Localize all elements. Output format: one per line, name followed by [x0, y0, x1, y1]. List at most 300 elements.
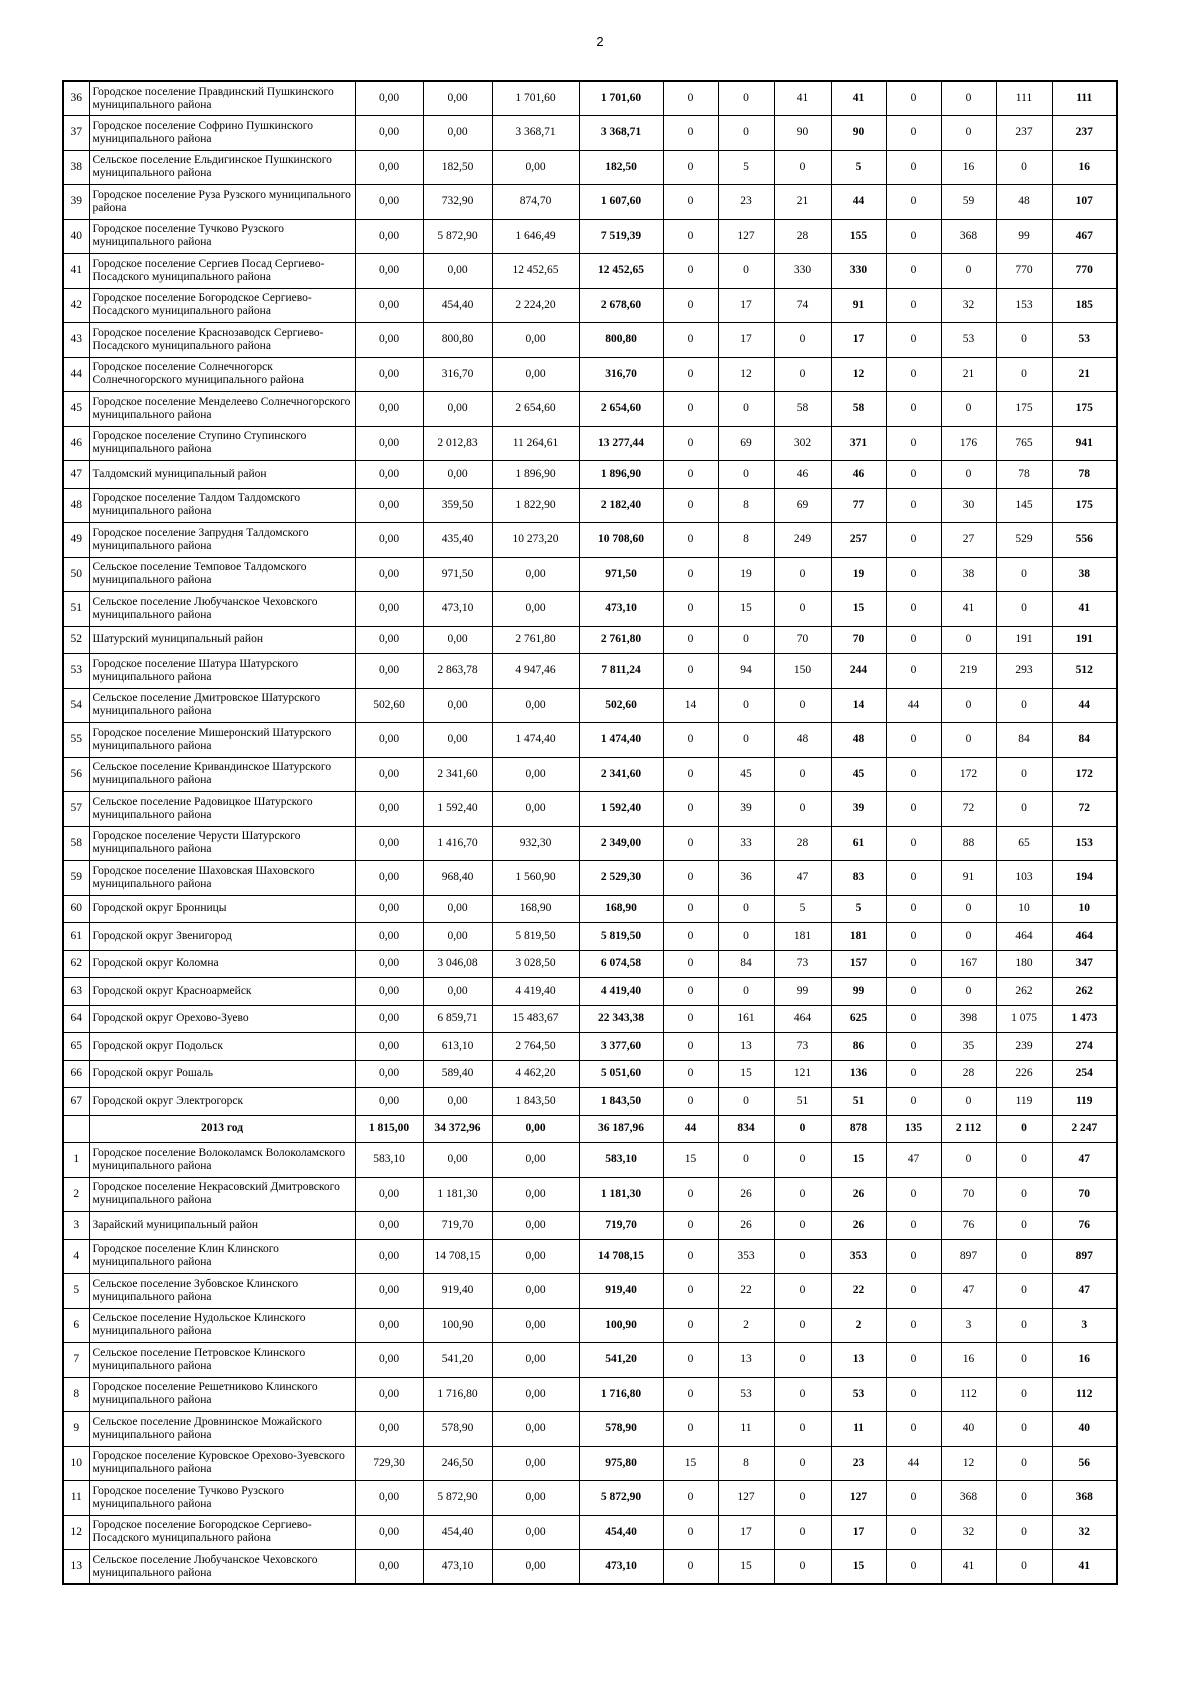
value-cell: 135 — [886, 1115, 941, 1143]
municipality-name: Городское поселение Мишеронский Шатурского муниципального района — [89, 723, 355, 758]
value-cell: 13 — [718, 1033, 774, 1061]
table-row — [63, 861, 1117, 896]
value-cell: 0 — [886, 923, 941, 951]
municipality-name: Городское поселение Правдинский Пушкинского муниципального района — [89, 81, 355, 116]
value-cell: 0 — [886, 254, 941, 289]
value-cell: 0 — [996, 323, 1052, 358]
value-cell: 36 — [718, 861, 774, 896]
value-cell: 0 — [663, 792, 718, 827]
row-number: 1 — [63, 1143, 89, 1178]
table-row — [63, 1088, 1117, 1116]
value-cell: 0,00 — [492, 357, 579, 392]
table-row — [63, 219, 1117, 254]
value-cell: 512 — [1052, 654, 1117, 689]
value-cell: 0,00 — [492, 1446, 579, 1481]
value-cell: 44 — [663, 1115, 718, 1143]
value-cell: 5 — [718, 150, 774, 185]
value-cell: 2 654,60 — [492, 392, 579, 427]
value-cell: 800,80 — [579, 323, 663, 358]
value-cell: 59 — [941, 185, 996, 220]
value-cell: 17 — [718, 1515, 774, 1550]
value-cell: 34 372,96 — [423, 1115, 492, 1143]
value-cell: 30 — [941, 488, 996, 523]
value-cell: 8 — [718, 488, 774, 523]
value-cell: 32 — [941, 1515, 996, 1550]
value-cell: 1 075 — [996, 1005, 1052, 1033]
value-cell: 0,00 — [492, 1177, 579, 1212]
value-cell: 41 — [1052, 592, 1117, 627]
municipality-name: Городское поселение Ступино Ступинского муниципального района — [89, 426, 355, 461]
value-cell: 0 — [663, 557, 718, 592]
value-cell: 167 — [941, 950, 996, 978]
value-cell: 262 — [996, 978, 1052, 1006]
value-cell: 473,10 — [423, 1550, 492, 1585]
value-cell: 111 — [996, 81, 1052, 116]
value-cell: 0,00 — [355, 1343, 423, 1378]
value-cell: 244 — [831, 654, 886, 689]
value-cell: 0 — [886, 523, 941, 558]
value-cell: 0,00 — [355, 950, 423, 978]
municipality-name: Городской округ Орехово-Зуево — [89, 1005, 355, 1033]
row-number: 41 — [63, 254, 89, 289]
value-cell: 473,10 — [423, 592, 492, 627]
value-cell: 0 — [718, 723, 774, 758]
value-cell: 0,00 — [492, 592, 579, 627]
value-cell: 0 — [663, 1377, 718, 1412]
value-cell: 157 — [831, 950, 886, 978]
value-cell: 36 187,96 — [579, 1115, 663, 1143]
value-cell: 0 — [996, 1308, 1052, 1343]
value-cell: 15 — [663, 1143, 718, 1178]
value-cell: 0 — [886, 792, 941, 827]
value-cell: 14 708,15 — [423, 1239, 492, 1274]
value-cell: 719,70 — [423, 1212, 492, 1240]
value-cell: 8 — [718, 1446, 774, 1481]
value-cell: 26 — [718, 1212, 774, 1240]
value-cell: 181 — [831, 923, 886, 951]
value-cell: 112 — [1052, 1377, 1117, 1412]
value-cell: 0,00 — [355, 1088, 423, 1116]
value-cell: 99 — [996, 219, 1052, 254]
value-cell: 10 — [996, 895, 1052, 923]
table-row — [63, 323, 1117, 358]
value-cell: 0 — [886, 1377, 941, 1412]
value-cell: 1 592,40 — [423, 792, 492, 827]
value-cell: 51 — [774, 1088, 831, 1116]
value-cell: 84 — [718, 950, 774, 978]
value-cell: 0 — [718, 895, 774, 923]
row-number: 54 — [63, 688, 89, 723]
value-cell: 17 — [718, 288, 774, 323]
value-cell: 0 — [941, 461, 996, 489]
value-cell: 0 — [663, 1515, 718, 1550]
value-cell: 26 — [831, 1212, 886, 1240]
value-cell: 0,00 — [355, 392, 423, 427]
value-cell: 1 592,40 — [579, 792, 663, 827]
value-cell: 38 — [1052, 557, 1117, 592]
value-cell: 61 — [831, 826, 886, 861]
value-cell: 5 819,50 — [492, 923, 579, 951]
year-label: 2013 год — [89, 1115, 355, 1143]
row-number: 45 — [63, 392, 89, 427]
value-cell: 0 — [663, 592, 718, 627]
row-number: 5 — [63, 1274, 89, 1309]
value-cell: 194 — [1052, 861, 1117, 896]
row-number: 2 — [63, 1177, 89, 1212]
value-cell: 2 761,80 — [492, 626, 579, 654]
value-cell: 10 273,20 — [492, 523, 579, 558]
row-number: 12 — [63, 1515, 89, 1550]
value-cell: 0 — [886, 116, 941, 151]
value-cell: 2 529,30 — [579, 861, 663, 896]
row-number: 61 — [63, 923, 89, 951]
table-row — [63, 1412, 1117, 1447]
value-cell: 0 — [996, 592, 1052, 627]
row-number: 50 — [63, 557, 89, 592]
value-cell: 0,00 — [492, 1343, 579, 1378]
value-cell: 0 — [718, 1088, 774, 1116]
value-cell: 0 — [663, 1343, 718, 1378]
value-cell: 119 — [1052, 1088, 1117, 1116]
value-cell: 0 — [663, 219, 718, 254]
value-cell: 56 — [1052, 1446, 1117, 1481]
value-cell: 94 — [718, 654, 774, 689]
value-cell: 0,00 — [423, 116, 492, 151]
value-cell: 172 — [1052, 757, 1117, 792]
value-cell: 1 716,80 — [579, 1377, 663, 1412]
value-cell: 1 701,60 — [579, 81, 663, 116]
value-cell: 0,00 — [492, 1515, 579, 1550]
value-cell: 53 — [718, 1377, 774, 1412]
value-cell: 15 — [718, 1550, 774, 1585]
value-cell: 83 — [831, 861, 886, 896]
table-row — [63, 461, 1117, 489]
value-cell: 0,00 — [492, 1412, 579, 1447]
value-cell: 0,00 — [355, 185, 423, 220]
value-cell: 2 761,80 — [579, 626, 663, 654]
value-cell: 76 — [941, 1212, 996, 1240]
value-cell: 0 — [941, 1143, 996, 1178]
value-cell: 0 — [663, 1212, 718, 1240]
municipality-name: Городское поселение Куровское Орехово-Зуевского муниципального района — [89, 1446, 355, 1481]
table-row — [63, 1308, 1117, 1343]
table-row — [63, 1005, 1117, 1033]
value-cell: 0,00 — [355, 288, 423, 323]
value-cell: 0,00 — [355, 1481, 423, 1516]
value-cell: 103 — [996, 861, 1052, 896]
municipality-name: Городской округ Электрогорск — [89, 1088, 355, 1116]
value-cell: 0 — [663, 150, 718, 185]
value-cell: 219 — [941, 654, 996, 689]
value-cell: 1 416,70 — [423, 826, 492, 861]
value-cell: 0 — [718, 688, 774, 723]
value-cell: 176 — [941, 426, 996, 461]
value-cell: 69 — [774, 488, 831, 523]
value-cell: 0 — [663, 392, 718, 427]
value-cell: 99 — [774, 978, 831, 1006]
value-cell: 0 — [774, 792, 831, 827]
value-cell: 28 — [774, 219, 831, 254]
value-cell: 41 — [1052, 1550, 1117, 1585]
value-cell: 0 — [941, 1088, 996, 1116]
value-cell: 0 — [996, 757, 1052, 792]
value-cell: 732,90 — [423, 185, 492, 220]
municipality-name: Городское поселение Шаховская Шаховского муниципального района — [89, 861, 355, 896]
value-cell: 1 716,80 — [423, 1377, 492, 1412]
value-cell: 226 — [996, 1060, 1052, 1088]
table-body — [63, 81, 1117, 1584]
value-cell: 155 — [831, 219, 886, 254]
value-cell: 0 — [996, 688, 1052, 723]
value-cell: 2 — [718, 1308, 774, 1343]
value-cell: 185 — [1052, 288, 1117, 323]
value-cell: 3 046,08 — [423, 950, 492, 978]
row-number: 8 — [63, 1377, 89, 1412]
value-cell: 0,00 — [355, 826, 423, 861]
value-cell: 0 — [663, 323, 718, 358]
value-cell: 181 — [774, 923, 831, 951]
value-cell: 0,00 — [492, 1143, 579, 1178]
value-cell: 5 872,90 — [579, 1481, 663, 1516]
value-cell: 0 — [663, 81, 718, 116]
value-cell: 28 — [941, 1060, 996, 1088]
row-number: 40 — [63, 219, 89, 254]
value-cell: 398 — [941, 1005, 996, 1033]
table-row — [63, 626, 1117, 654]
municipality-name: Городское поселение Шатура Шатурского муниципального района — [89, 654, 355, 689]
value-cell: 0 — [886, 895, 941, 923]
value-cell: 12 452,65 — [492, 254, 579, 289]
value-cell: 33 — [718, 826, 774, 861]
value-cell: 0,00 — [355, 81, 423, 116]
table-row — [63, 1033, 1117, 1061]
municipality-name: Городской округ Рошаль — [89, 1060, 355, 1088]
value-cell: 719,70 — [579, 1212, 663, 1240]
value-cell: 0,00 — [355, 1177, 423, 1212]
value-cell: 47 — [1052, 1274, 1117, 1309]
value-cell: 0 — [886, 978, 941, 1006]
value-cell: 5 872,90 — [423, 219, 492, 254]
value-cell: 0 — [941, 723, 996, 758]
value-cell: 0,00 — [355, 1308, 423, 1343]
value-cell: 3 — [941, 1308, 996, 1343]
value-cell: 0 — [663, 426, 718, 461]
value-cell: 0 — [663, 116, 718, 151]
value-cell: 0,00 — [355, 323, 423, 358]
table-row — [63, 723, 1117, 758]
value-cell: 0 — [663, 826, 718, 861]
value-cell: 583,10 — [355, 1143, 423, 1178]
value-cell: 0 — [663, 1060, 718, 1088]
value-cell: 0,00 — [423, 1088, 492, 1116]
value-cell: 0 — [886, 1274, 941, 1309]
table-row — [63, 1274, 1117, 1309]
value-cell: 5 819,50 — [579, 923, 663, 951]
value-cell: 919,40 — [579, 1274, 663, 1309]
value-cell: 0 — [996, 1550, 1052, 1585]
value-cell: 32 — [1052, 1515, 1117, 1550]
value-cell: 0 — [886, 1212, 941, 1240]
row-number: 39 — [63, 185, 89, 220]
value-cell: 0,00 — [355, 654, 423, 689]
value-cell: 0 — [886, 861, 941, 896]
value-cell: 0 — [886, 323, 941, 358]
value-cell: 2 247 — [1052, 1115, 1117, 1143]
value-cell: 77 — [831, 488, 886, 523]
municipality-name: Сельское поселение Дмитровское Шатурского муниципального района — [89, 688, 355, 723]
value-cell: 454,40 — [423, 1515, 492, 1550]
row-number: 60 — [63, 895, 89, 923]
value-cell: 172 — [941, 757, 996, 792]
table-row — [63, 288, 1117, 323]
value-cell: 0 — [774, 557, 831, 592]
table-row — [63, 592, 1117, 627]
value-cell: 0,00 — [355, 626, 423, 654]
value-cell: 32 — [941, 288, 996, 323]
value-cell: 975,80 — [579, 1446, 663, 1481]
value-cell: 0,00 — [492, 1377, 579, 1412]
value-cell: 1 181,30 — [423, 1177, 492, 1212]
value-cell: 0,00 — [492, 150, 579, 185]
value-cell: 0,00 — [423, 81, 492, 116]
value-cell: 70 — [941, 1177, 996, 1212]
table-row — [63, 1343, 1117, 1378]
value-cell: 274 — [1052, 1033, 1117, 1061]
value-cell: 502,60 — [579, 688, 663, 723]
value-cell: 1 896,90 — [492, 461, 579, 489]
row-number: 38 — [63, 150, 89, 185]
value-cell: 4 419,40 — [579, 978, 663, 1006]
value-cell: 0 — [886, 1033, 941, 1061]
value-cell: 467 — [1052, 219, 1117, 254]
value-cell: 0 — [774, 1239, 831, 1274]
value-cell: 0 — [886, 1005, 941, 1033]
value-cell: 11 — [718, 1412, 774, 1447]
value-cell: 316,70 — [423, 357, 492, 392]
municipality-name: Городское поселение Волоколамск Волоколамского муниципального района — [89, 1143, 355, 1178]
value-cell: 35 — [941, 1033, 996, 1061]
value-cell: 0 — [886, 557, 941, 592]
value-cell: 371 — [831, 426, 886, 461]
table-row — [63, 1515, 1117, 1550]
value-cell: 22 — [718, 1274, 774, 1309]
municipality-name: Городской округ Звенигород — [89, 923, 355, 951]
value-cell: 78 — [996, 461, 1052, 489]
value-cell: 39 — [718, 792, 774, 827]
value-cell: 1 560,90 — [492, 861, 579, 896]
value-cell: 1 822,90 — [492, 488, 579, 523]
value-cell: 5 872,90 — [423, 1481, 492, 1516]
table-row — [63, 1143, 1117, 1178]
value-cell: 0 — [886, 1515, 941, 1550]
municipality-name: Городское поселение Тучково Рузского муниципального района — [89, 219, 355, 254]
value-cell: 0 — [663, 1088, 718, 1116]
value-cell: 0 — [886, 1060, 941, 1088]
municipality-name: Городское поселение Руза Рузского муниципального района — [89, 185, 355, 220]
value-cell: 0 — [774, 1212, 831, 1240]
value-cell: 473,10 — [579, 592, 663, 627]
row-number: 56 — [63, 757, 89, 792]
value-cell: 254 — [1052, 1060, 1117, 1088]
municipality-name: Городское поселение Некрасовский Дмитровского муниципального района — [89, 1177, 355, 1212]
value-cell: 41 — [774, 81, 831, 116]
value-cell: 0,00 — [355, 1033, 423, 1061]
value-cell: 0 — [663, 1481, 718, 1516]
row-number: 51 — [63, 592, 89, 627]
value-cell: 19 — [831, 557, 886, 592]
value-cell: 359,50 — [423, 488, 492, 523]
value-cell: 0 — [663, 895, 718, 923]
value-cell: 161 — [718, 1005, 774, 1033]
value-cell: 0 — [996, 1212, 1052, 1240]
value-cell: 0 — [663, 757, 718, 792]
value-cell: 1 474,40 — [579, 723, 663, 758]
municipality-name: Городской округ Красноармейск — [89, 978, 355, 1006]
value-cell: 529 — [996, 523, 1052, 558]
value-cell: 0,00 — [423, 723, 492, 758]
value-cell: 40 — [1052, 1412, 1117, 1447]
value-cell: 136 — [831, 1060, 886, 1088]
value-cell: 0 — [774, 357, 831, 392]
value-cell: 44 — [1052, 688, 1117, 723]
value-cell: 2 224,20 — [492, 288, 579, 323]
row-number: 13 — [63, 1550, 89, 1585]
table-row — [63, 1177, 1117, 1212]
value-cell: 971,50 — [579, 557, 663, 592]
value-cell: 897 — [941, 1239, 996, 1274]
value-cell: 127 — [831, 1481, 886, 1516]
municipality-name: Городское поселение Тучково Рузского муниципального района — [89, 1481, 355, 1516]
value-cell: 0 — [941, 688, 996, 723]
value-cell: 2 341,60 — [423, 757, 492, 792]
value-cell: 0 — [663, 923, 718, 951]
value-cell: 0,00 — [492, 757, 579, 792]
value-cell: 90 — [831, 116, 886, 151]
value-cell: 0 — [774, 1481, 831, 1516]
value-cell: 15 483,67 — [492, 1005, 579, 1033]
municipality-name: Городское поселение Богородское Сергиево-Посадского муниципального района — [89, 288, 355, 323]
municipality-name: Городское поселение Краснозаводск Сергиево-Посадского муниципального района — [89, 323, 355, 358]
table-row — [63, 1481, 1117, 1516]
value-cell: 121 — [774, 1060, 831, 1088]
table-row — [63, 826, 1117, 861]
value-cell: 14 — [831, 688, 886, 723]
value-cell: 919,40 — [423, 1274, 492, 1309]
value-cell: 0,00 — [492, 323, 579, 358]
table-row — [63, 1239, 1117, 1274]
value-cell: 0,00 — [355, 254, 423, 289]
value-cell: 72 — [1052, 792, 1117, 827]
value-cell: 0 — [886, 392, 941, 427]
value-cell: 5 051,60 — [579, 1060, 663, 1088]
value-cell: 153 — [1052, 826, 1117, 861]
municipality-name: Городское поселение Черусти Шатурского муниципального района — [89, 826, 355, 861]
value-cell: 48 — [774, 723, 831, 758]
value-cell: 16 — [941, 1343, 996, 1378]
value-cell: 0 — [886, 592, 941, 627]
value-cell: 625 — [831, 1005, 886, 1033]
value-cell: 2 — [831, 1308, 886, 1343]
value-cell: 119 — [996, 1088, 1052, 1116]
value-cell: 932,30 — [492, 826, 579, 861]
value-cell: 175 — [1052, 488, 1117, 523]
value-cell: 0 — [663, 185, 718, 220]
value-cell: 150 — [774, 654, 831, 689]
value-cell: 0 — [774, 1377, 831, 1412]
value-cell: 0 — [663, 1412, 718, 1447]
value-cell: 6 859,71 — [423, 1005, 492, 1033]
municipality-name: Городское поселение Решетниково Клинского муниципального района — [89, 1377, 355, 1412]
